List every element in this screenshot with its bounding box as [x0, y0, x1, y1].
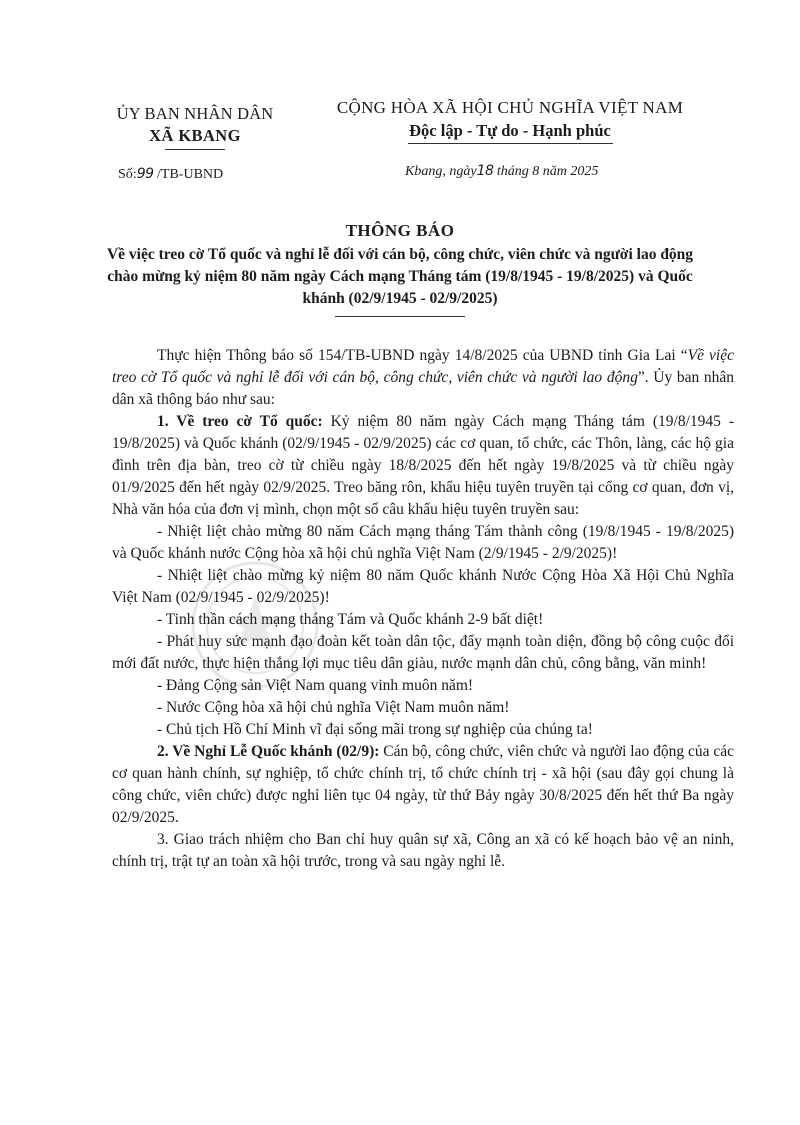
section-1-text: Kỷ niệm 80 năm ngày Cách mạng Tháng tám (19/8/1945 - 19/8/2025) và Quốc khánh (02/9/1945 - 02/9/2025) các cơ quan, tổ chức, các Thôn, làng, các hộ gia đình trên địa bàn, treo cờ từ chiều ngày 18/8/2025 đến hết ngày 19/8/2025 và từ chiều ngày 01/9/2025 đến hết ngày 02/9/2025. Treo băng rôn, khẩu hiệu tuyên truyền tại cổng cơ quan, đơn vị, Nhà văn hóa của đơn vị mình, chọn một số câu khẩu hiệu tuyên truyền sau:	[112, 413, 734, 518]
section-3: 3. Giao trách nhiệm cho Ban chỉ huy quân sự xã, Công an xã có kế hoạch bảo vệ an ninh, chính trị, trật tự an toàn xã hội trước, trong và sau ngày nghỉ lễ.	[112, 831, 734, 870]
document-title: THÔNG BÁO	[345, 221, 455, 240]
intro-paragraph	[112, 345, 734, 411]
date-line	[405, 163, 598, 180]
section-1	[112, 411, 734, 521]
slogan-item: - Đảng Cộng sản Việt Nam quang vinh muôn năm!	[157, 677, 474, 694]
document-subtitle: Về việc treo cờ Tổ quốc và nghỉ lễ đối với cán bộ, công chức, viên chức và người lao động chào mừng kỷ niệm 80 năm ngày Cách mạng Tháng tám (19/8/1945 - 19/8/2025) và Quốc khánh (02/9/1945 - 02/9/2025)	[106, 246, 694, 307]
section-2	[112, 741, 734, 829]
document-title-block	[0, 220, 800, 317]
authority-underline	[165, 149, 225, 150]
slogan-item: - Tinh thần cách mạng tháng Tám và Quốc khánh 2-9 bất diệt!	[157, 611, 544, 628]
national-heading	[300, 96, 720, 144]
slogan-item: - Phát huy sức mạnh đạo đoàn kết toàn dân tộc, đẩy mạnh toàn diện, đồng bộ công cuộc đổi mới đất nước, thực hiện thắng lợi mục tiêu dân giàu, nước mạnh dân chủ, công bằng, văn minh!	[112, 633, 734, 672]
title-underline	[335, 316, 465, 317]
slogan-item: - Nước Cộng hòa xã hội chủ nghĩa Việt Nam muôn năm!	[157, 699, 510, 716]
date-prefix: Kbang, ngày	[405, 164, 477, 179]
authority-line-2: XÃ KBANG	[149, 126, 241, 145]
doc-number-handwritten: 99	[136, 166, 154, 182]
slogan-item: - Chủ tịch Hồ Chí Minh vĩ đại sống mãi trong sự nghiệp của chúng ta!	[157, 721, 593, 738]
document-number	[118, 166, 223, 183]
republic-name: CỘNG HÒA XÃ HỘI CHỦ NGHĨA VIỆT NAM	[336, 98, 684, 117]
section-2-heading: 2. Về Nghỉ Lễ Quốc khánh (02/9):	[157, 743, 380, 760]
intro-text-a: Thực hiện Thông báo số 154/TB-UBND ngày 14/8/2025 của UBND tỉnh Gia Lai “	[157, 347, 688, 364]
slogan-item: - Nhiệt liệt chào mừng 80 năm Cách mạng tháng Tám thành công (19/8/1945 - 19/8/2025) và Quốc khánh nước Cộng hòa xã hội chủ nghĩa Việt Nam (2/9/1945 - 2/9/2025)!	[112, 523, 734, 562]
authority-line-1: ỦY BAN NHÂN DÂN	[116, 104, 274, 123]
doc-number-suffix: /TB-UBND	[153, 167, 224, 182]
date-day-handwritten: 18	[476, 163, 494, 179]
doc-number-prefix: Số:	[118, 167, 137, 182]
slogan-item: - Nhiệt liệt chào mừng kỷ niệm 80 năm Quốc khánh Nước Cộng Hòa Xã Hội Chủ Nghĩa Việt Nam (02/9/1945 - 02/9/2025)!	[112, 567, 734, 606]
motto-underline	[408, 143, 613, 144]
intro-text-italic: Về việc treo cờ Tổ quốc và nghỉ lễ đối với cán bộ, công chức, viên chức và người lao động	[112, 347, 734, 386]
document-body	[112, 345, 734, 873]
issuing-authority	[100, 103, 290, 150]
section-1-heading: 1. Về treo cờ Tổ quốc:	[157, 413, 323, 430]
section-2-text: Cán bộ, công chức, viên chức và người lao động của các cơ quan hành chính, sự nghiệp, tổ chức chính trị, tổ chức chính trị - xã hội (sau đây gọi chung là công chức, viên chức) được nghỉ liên tục 04 ngày, từ thứ Bảy ngày 30/8/2025 đến hết thứ Ba ngày 02/9/2025.	[112, 743, 734, 826]
intro-text-b: ”. Ủy ban nhân dân xã thông báo như sau:	[112, 369, 734, 408]
national-motto: Độc lập - Tự do - Hạnh phúc	[409, 121, 611, 140]
date-suffix: tháng 8 năm 2025	[493, 164, 599, 179]
